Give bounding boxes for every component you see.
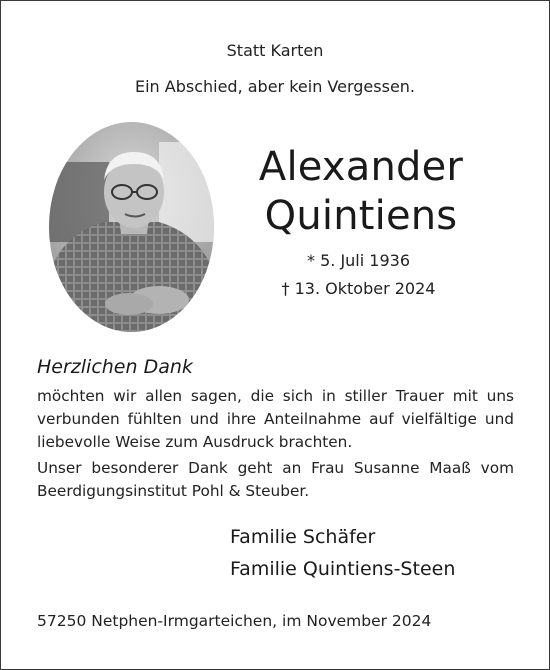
header-line-motto: Ein Abschied, aber kein Vergessen. — [134, 77, 416, 96]
header-line-statt-karten: Statt Karten — [226, 41, 324, 60]
portrait-photo — [49, 122, 214, 332]
date-text: im November 2024 — [282, 612, 432, 630]
place-and-date — [37, 612, 431, 630]
portrait-photo-graphic — [49, 122, 214, 332]
signature-family-quintiens-steen: Familie Quintiens-Steen — [230, 558, 456, 580]
signature-family-schaefer: Familie Schäfer — [230, 526, 376, 548]
thanks-heading: Herzlichen Dank — [37, 356, 193, 378]
death-date: † 13. Oktober 2024 — [281, 279, 436, 298]
place-text: 57250 Netphen-Irmgarteichen, — [37, 612, 278, 630]
birth-date: * 5. Juli 1936 — [307, 251, 410, 270]
deceased-first-name: Alexander — [258, 144, 464, 190]
special-thanks-paragraph: Unser besonderer Dank geht an Frau Susanne Maaß vom Beerdigungsinstitut Pohl & Steuber. — [37, 459, 514, 500]
deceased-last-name: Quintiens — [264, 193, 458, 239]
thanks-paragraph: möchten wir allen sagen, die sich in stiller Trauer mit uns verbunden fühlten und ihre Anteilnahme auf vielfältige und liebevolle Weise zum Ausdruck brachten. — [37, 387, 514, 451]
